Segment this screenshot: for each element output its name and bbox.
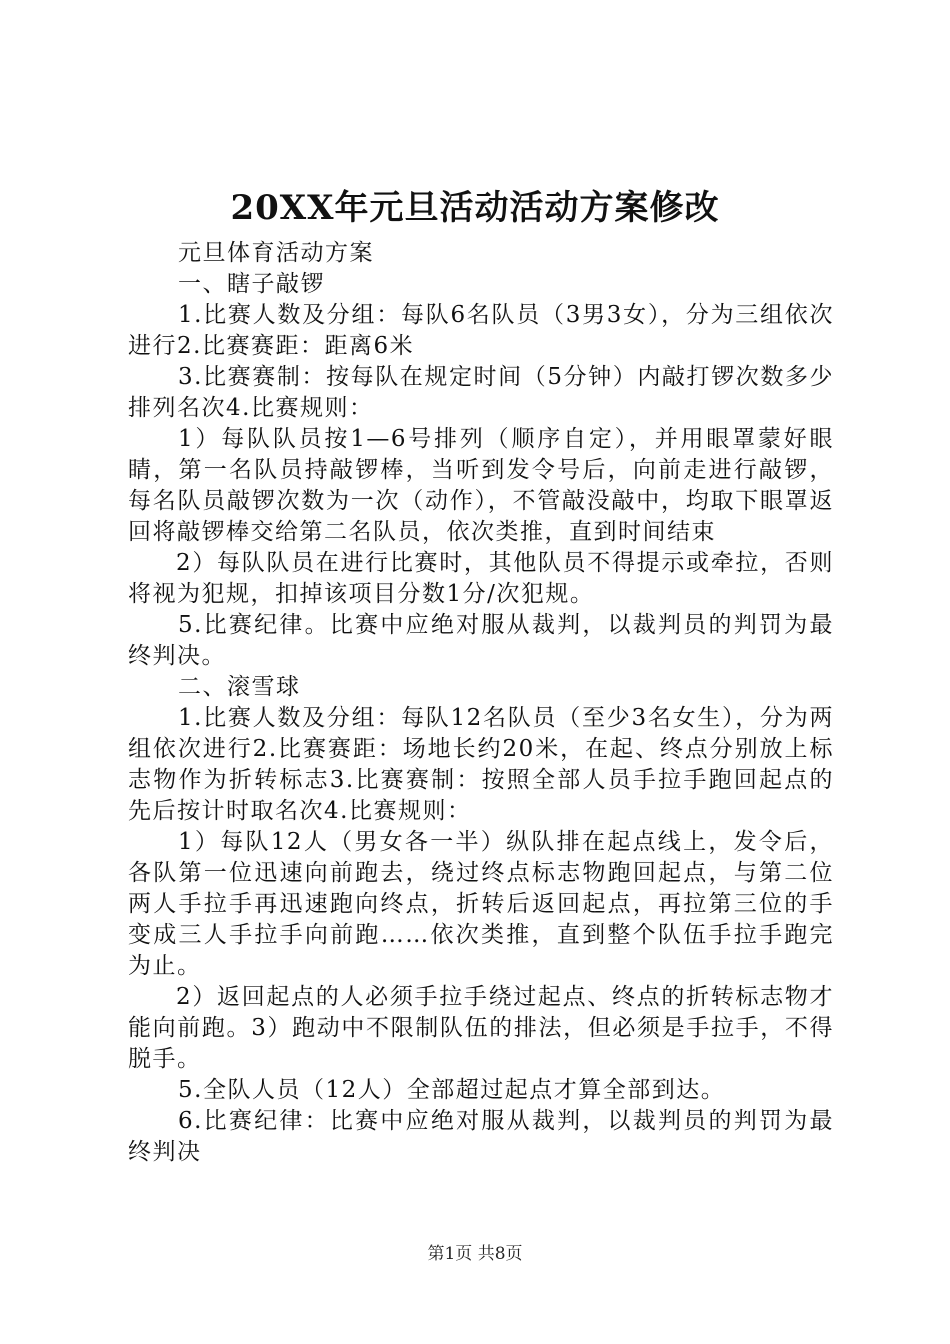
paragraph: 1.比赛人数及分组：每队12名队员（至少3名女生），分为两组依次进行2.比赛赛距：场地长约20米，在起、终点分别放上标志物作为折转标志3.比赛赛制：按照全部人员手拉手跑回起点的先后按计时取名次4.比赛规则： bbox=[128, 705, 834, 824]
paragraph: 3.比赛赛制：按每队在规定时间（5分钟）内敲打锣次数多少排列名次4.比赛规则： bbox=[128, 364, 834, 421]
subsection-heading: 一、瞎子敲锣 bbox=[178, 271, 325, 297]
section-heading: 元旦体育活动方案 bbox=[178, 240, 374, 266]
page-number-footer: 第1页 共8页 bbox=[427, 1244, 523, 1264]
paragraph: 2）每队队员在进行比赛时，其他队员不得提示或牵拉，否则将视为犯规，扣掉该项目分数1分/次犯规。 bbox=[128, 550, 834, 607]
paragraph: 1）每队12人（男女各一半）纵队排在起点线上，发令后，各队第一位迅速向前跑去，绕过终点标志物跑回起点，与第二位两人手拉手再迅速跑向终点，折转后返回起点，再拉第三位的手变成三人手拉手向前跑……依次类推，直到整个队伍手拉手跑完为止。 bbox=[128, 829, 834, 979]
paragraph: 6.比赛纪律：比赛中应绝对服从裁判，以裁判员的判罚为最终判决 bbox=[128, 1108, 834, 1165]
paragraph: 2）返回起点的人必须手拉手绕过起点、终点的折转标志物才能向前跑。3）跑动中不限制队伍的排法，但必须是手拉手，不得脱手。 bbox=[128, 984, 834, 1072]
paragraph: 1）每队队员按1—6号排列（顺序自定），并用眼罩蒙好眼睛，第一名队员持敲锣棒，当听到发令号后，向前走进行敲锣，每名队员敲锣次数为一次（动作），不管敲没敲中，均取下眼罩返回将敲锣棒交给第二名队员，依次类推，直到时间结束 bbox=[128, 426, 834, 545]
paragraph: 1.比赛人数及分组：每队6名队员（3男3女），分为三组依次进行2.比赛赛距：距离6米 bbox=[128, 302, 834, 359]
paragraph: 5.比赛纪律。比赛中应绝对服从裁判，以裁判员的判罚为最终判决。 bbox=[128, 612, 834, 669]
paragraph: 5.全队人员（12人）全部超过起点才算全部到达。 bbox=[178, 1077, 726, 1103]
document-title: 20XX年元旦活动活动方案修改 bbox=[230, 188, 720, 228]
document-body bbox=[128, 238, 834, 1168]
subsection-heading: 二、滚雪球 bbox=[178, 674, 301, 700]
